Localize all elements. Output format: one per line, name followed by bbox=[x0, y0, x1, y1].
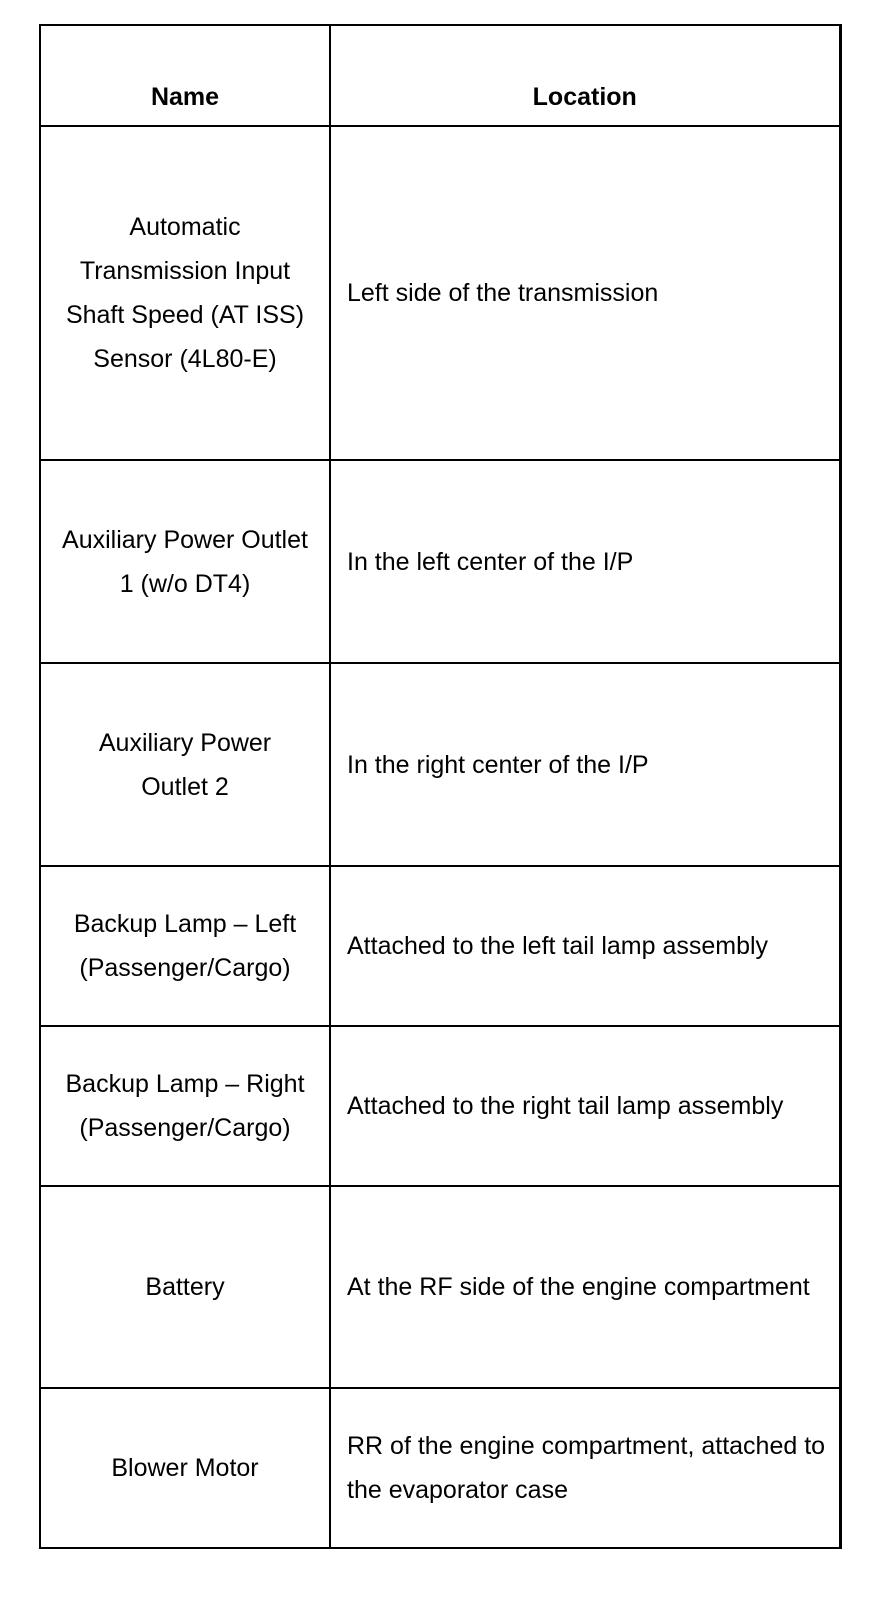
row-location-cell: At the RF side of the engine compartment bbox=[330, 1186, 840, 1388]
table-row bbox=[40, 460, 840, 663]
table-row bbox=[40, 866, 840, 1026]
row-name-cell: Battery bbox=[40, 1186, 330, 1388]
table-row bbox=[40, 1026, 840, 1186]
table-row bbox=[40, 1186, 840, 1388]
row-location-cell: Attached to the left tail lamp assembly bbox=[330, 866, 840, 1026]
row-location-cell: Left side of the transmission bbox=[330, 126, 840, 460]
row-name-cell: Backup Lamp – Right (Passenger/Cargo) bbox=[40, 1026, 330, 1186]
row-name-cell: Automatic Transmission Input Shaft Speed (AT ISS) Sensor (4L80-E) bbox=[40, 126, 330, 460]
row-location-cell: RR of the engine compartment, attached to the evaporator case bbox=[330, 1388, 840, 1548]
table-row bbox=[40, 1388, 840, 1548]
row-location-cell: In the right center of the I/P bbox=[330, 663, 840, 866]
column-header-name: Name bbox=[40, 25, 330, 126]
row-location-cell: Attached to the right tail lamp assembly bbox=[330, 1026, 840, 1186]
component-location-table bbox=[39, 24, 842, 1549]
table-row bbox=[40, 663, 840, 866]
table-header-row bbox=[40, 25, 840, 126]
row-name-cell: Backup Lamp – Left (Passenger/Cargo) bbox=[40, 866, 330, 1026]
row-location-cell: In the left center of the I/P bbox=[330, 460, 840, 663]
row-name-cell: Auxiliary Power Outlet 1 (w/o DT4) bbox=[40, 460, 330, 663]
row-name-cell: Auxiliary Power Outlet 2 bbox=[40, 663, 330, 866]
table-row bbox=[40, 126, 840, 460]
row-name-cell: Blower Motor bbox=[40, 1388, 330, 1548]
column-header-location: Location bbox=[330, 25, 840, 126]
